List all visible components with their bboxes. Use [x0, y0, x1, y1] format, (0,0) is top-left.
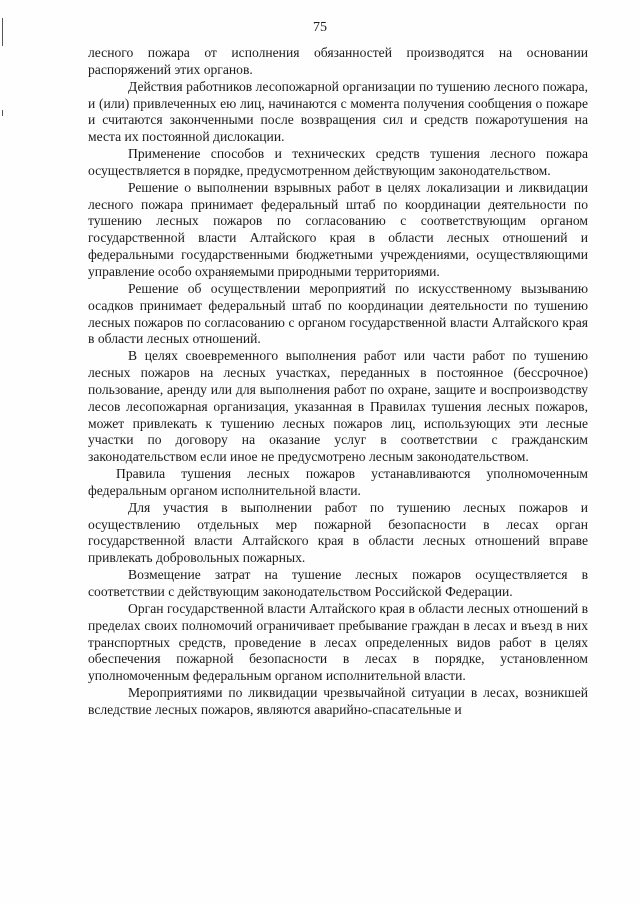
paragraph: Орган государственной власти Алтайского края в области лесных отношений в пределах своих полномочий ограничивает пребывание граждан в лесах и въезд в них транспортных средств, проведение в лесах определенных видов работ в целях обеспечения пожарной безопасности в лесах в порядке, установленном уполномоченным федеральным органом исполнительной власти.	[88, 600, 588, 684]
paragraph: Решение о выполнении взрывных работ в целях локализации и ликвидации лесного пожара принимает федеральный штаб по координации деятельности по тушению лесных пожаров по согласованию с соответствующим органом государственной власти Алтайского края в области лесных отношений и федеральными государственными бюджетными учреждениями, осуществляющими управление особо охраняемыми природными территориями.	[88, 179, 588, 279]
page-number: 75	[313, 20, 327, 35]
paragraph: Мероприятиями по ликвидации чрезвычайной ситуации в лесах, возникшей вследствие лесных пожаров, являются аварийно-спасательные и	[88, 685, 588, 717]
paragraph: В целях своевременного выполнения работ или части работ по тушению лесных пожаров на лесных участках, переданных в постоянное (бессрочное) пользование, аренду или для выполнения работ по охране, защите и воспроизводству лесов лесопожарная организация, указанная в Правилах тушения лесных пожаров, может привлекать к тушению лесных пожаров лиц, использующих эти лесные участки по договору на оказание услуг в соответствии с гражданским законодательством если иное не предусмотрено лесным законодательством.	[88, 348, 588, 465]
scan-margin-mark	[2, 110, 3, 116]
paragraph: лесного пожара от исполнения обязанностей производятся на основании распоряжений этих органов.	[88, 45, 588, 77]
paragraph: Возмещение затрат на тушение лесных пожаров осуществляется в соответствии с действующим законодательством Российской Федерации.	[88, 567, 588, 599]
document-body	[88, 45, 588, 719]
paragraph: Решение об осуществлении мероприятий по искусственному вызыванию осадков принимает федеральный штаб по координации деятельности по тушению лесных пожаров по согласованию с органом государственной власти Алтайского края в области лесных отношений.	[88, 280, 588, 347]
paragraph: Для участия в выполнении работ по тушению лесных пожаров и осуществлению отдельных мер пожарной безопасности в лесах орган государственной власти Алтайского края в области лесных отношений вправе привлекать добровольных пожарных.	[88, 499, 588, 566]
paragraph: Правила тушения лесных пожаров устанавливаются уполномоченным федеральным органом исполнительной власти.	[88, 466, 588, 498]
paragraph: Применение способов и технических средств тушения лесного пожара осуществляется в порядке, предусмотренном действующим законодательством.	[88, 146, 588, 178]
paragraph: Действия работников лесопожарной организации по тушению лесного пожара, и (или) привлеченных ею лиц, начинаются с момента получения сообщения о пожаре и считаются законченными после возвращения сил и средств пожаротушения на места их постоянной дислокации.	[88, 78, 588, 145]
